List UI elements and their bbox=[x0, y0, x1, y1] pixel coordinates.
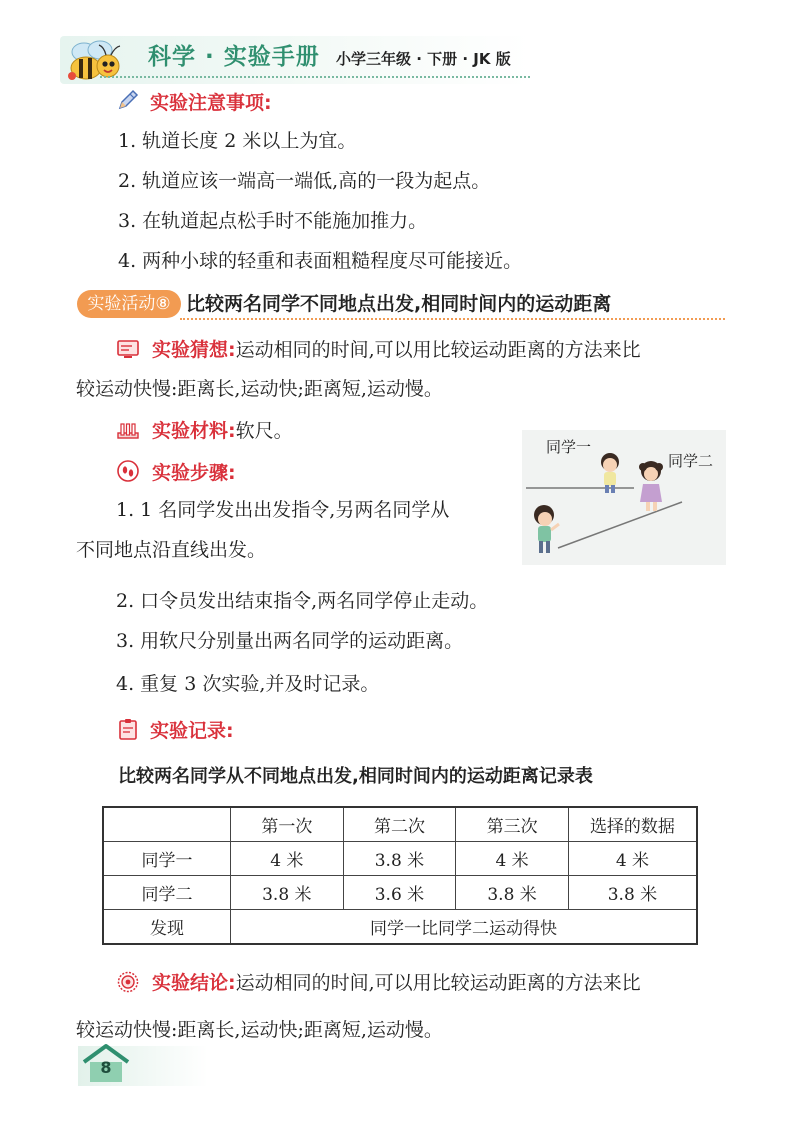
target-icon bbox=[116, 970, 140, 994]
step4: 4. 重复 3 次实验,并及时记录。 bbox=[116, 673, 380, 695]
precaution-item: 4. 两种小球的轻重和表面粗糙程度尽可能接近。 bbox=[118, 250, 523, 272]
materials-line bbox=[152, 417, 293, 445]
header-divider bbox=[100, 76, 530, 78]
pencil-icon bbox=[116, 88, 140, 112]
table-header-cell: 选择的数据 bbox=[568, 807, 697, 842]
test-tube-rack-icon bbox=[116, 419, 140, 443]
clipboard-icon bbox=[116, 717, 140, 741]
student1-label: 同学一 bbox=[546, 438, 592, 456]
step1-line2: 不同地点沿直线出发。 bbox=[76, 539, 267, 561]
table-cell: 4 米 bbox=[456, 842, 569, 876]
steps-label: 实验步骤: bbox=[152, 462, 236, 484]
header-grade: 小学三年级 · 下册 · JK 版 bbox=[336, 50, 511, 68]
record-label: 实验记录: bbox=[150, 720, 234, 742]
finding-text: 同学一比同学二运动得快 bbox=[231, 910, 697, 945]
table-header-row bbox=[103, 807, 697, 842]
precaution-item: 2. 轨道应该一端高一端低,高的一段为起点。 bbox=[118, 170, 491, 192]
table-header-cell bbox=[103, 807, 231, 842]
hypothesis-line1 bbox=[152, 336, 641, 364]
table-cell: 3.8 米 bbox=[568, 876, 697, 910]
conclusion-label: 实验结论: bbox=[152, 972, 236, 994]
precaution-item: 1. 轨道长度 2 米以上为宜。 bbox=[118, 130, 357, 152]
table-header-cell: 第一次 bbox=[231, 807, 344, 842]
table-cell: 3.6 米 bbox=[343, 876, 456, 910]
precautions-title: 实验注意事项: bbox=[150, 92, 272, 114]
conclusion-line1 bbox=[152, 969, 641, 997]
step1-line1: 1. 1 名同学发出出发指令,另两名同学从 bbox=[116, 499, 450, 521]
page-number: 8 bbox=[100, 1058, 112, 1077]
conclusion-text-line2: 较运动快慢:距离长,运动快;距离短,运动慢。 bbox=[76, 1019, 443, 1041]
table-cell: 3.8 米 bbox=[456, 876, 569, 910]
step3: 3. 用软尺分别量出两名同学的运动距离。 bbox=[116, 630, 464, 652]
table-cell: 同学二 bbox=[103, 876, 231, 910]
step2: 2. 口令员发出结束指令,两名同学停止走动。 bbox=[116, 590, 489, 612]
conclusion-text-line1: 运动相同的时间,可以用比较运动距离的方法来比 bbox=[235, 972, 641, 994]
activity-divider bbox=[180, 318, 725, 320]
precaution-item: 3. 在轨道起点松手时不能施加推力。 bbox=[118, 210, 428, 232]
table-cell: 3.8 米 bbox=[231, 876, 344, 910]
table-header-cell: 第二次 bbox=[343, 807, 456, 842]
monitor-icon bbox=[116, 337, 140, 361]
materials-text: 软尺。 bbox=[235, 420, 293, 442]
activity-badge: 实验活动⑧ bbox=[77, 290, 181, 318]
table-row bbox=[103, 842, 697, 876]
hypothesis-label: 实验猜想: bbox=[152, 339, 236, 361]
materials-label: 实验材料: bbox=[152, 420, 236, 442]
table-cell: 3.8 米 bbox=[343, 842, 456, 876]
student2-label: 同学二 bbox=[668, 452, 714, 470]
table-finding-row bbox=[103, 910, 697, 945]
record-table bbox=[102, 806, 698, 945]
table-cell: 4 米 bbox=[568, 842, 697, 876]
header-subject: 科学 · 实验手册 bbox=[148, 44, 320, 70]
table-row bbox=[103, 876, 697, 910]
hypothesis-text-line2: 较运动快慢:距离长,运动快;距离短,运动慢。 bbox=[76, 378, 443, 400]
table-cell: 4 米 bbox=[231, 842, 344, 876]
table-cell: 同学一 bbox=[103, 842, 231, 876]
activity-title: 比较两名同学不同地点出发,相同时间内的运动距离 bbox=[186, 293, 612, 315]
finding-label: 发现 bbox=[103, 910, 231, 945]
record-table-title: 比较两名同学从不同地点出发,相同时间内的运动距离记录表 bbox=[118, 766, 593, 787]
footsteps-icon bbox=[116, 459, 140, 483]
table-header-cell: 第三次 bbox=[456, 807, 569, 842]
hypothesis-text-line1: 运动相同的时间,可以用比较运动距离的方法来比 bbox=[235, 339, 641, 361]
